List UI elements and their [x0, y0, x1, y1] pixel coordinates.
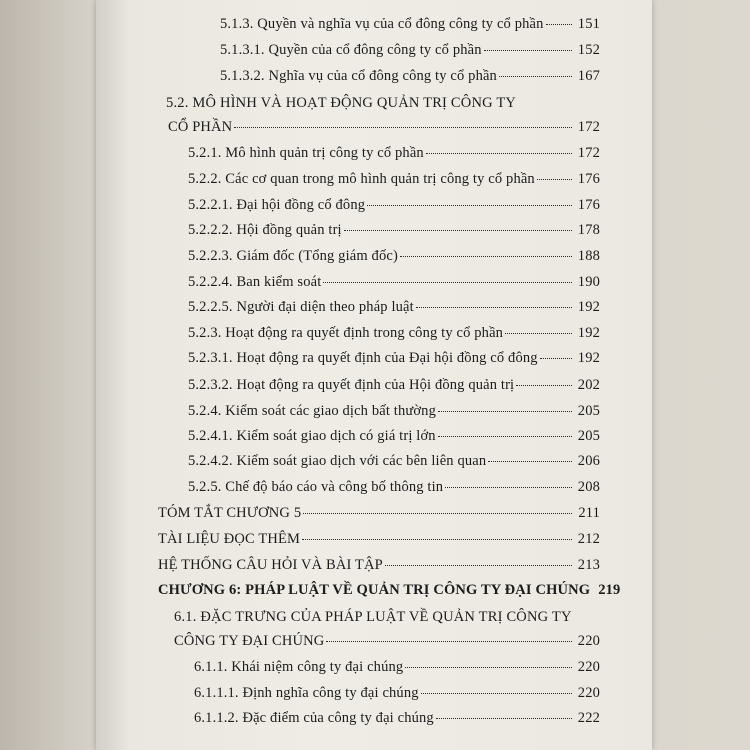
toc-entry-page: 190 — [577, 274, 600, 290]
dot-leader — [537, 179, 572, 180]
toc-entry-title: CHƯƠNG 6: PHÁP LUẬT VỀ QUẢN TRỊ CÔNG TY ĐẠI CHÚNG — [158, 582, 591, 598]
toc-entry-page: 212 — [577, 531, 600, 547]
dot-leader — [516, 385, 572, 386]
toc-entry-page: 192 — [577, 325, 600, 341]
book-page — [96, 0, 652, 750]
dot-leader — [546, 24, 572, 25]
toc-entry-page: 192 — [577, 299, 600, 315]
toc-entry-title: 5.2.1. Mô hình quản trị công ty cổ phần — [188, 145, 424, 161]
toc-entry-title: 5.1.3.1. Quyền của cổ đông công ty cổ phần — [220, 42, 482, 58]
toc-entry-title: 5.2.2.2. Hội đồng quản trị — [188, 222, 342, 238]
toc-entry — [220, 68, 600, 85]
toc-entry-title: 5.2.4.2. Kiểm soát giao dịch với các bên liên quan — [188, 453, 487, 469]
toc-entry-page: 188 — [577, 248, 600, 264]
toc-entry-page: 172 — [577, 119, 600, 135]
toc-entry-title: 5.2.5. Chế độ báo cáo và công bố thông tin — [188, 479, 444, 495]
toc-entry — [168, 119, 600, 136]
toc-entry-title: 6.1.1.1. Định nghĩa công ty đại chúng — [194, 685, 419, 701]
dot-leader — [323, 282, 571, 283]
dot-leader — [438, 436, 572, 437]
dot-leader — [488, 461, 572, 462]
toc-entry — [188, 403, 600, 420]
toc-entry — [188, 479, 600, 496]
toc-entry — [188, 350, 600, 367]
toc-entry-page: 220 — [577, 659, 600, 675]
toc-entry-title: CÔNG TY ĐẠI CHÚNG — [174, 633, 325, 649]
dot-leader — [421, 693, 572, 694]
toc-entry-title: 5.2.4.1. Kiểm soát giao dịch có giá trị lớn — [188, 428, 436, 444]
toc-entry — [158, 557, 600, 574]
toc-chapter-entry — [158, 582, 621, 599]
toc-entry — [188, 377, 600, 394]
toc-entry — [188, 222, 600, 239]
toc-entry-page: 178 — [577, 222, 600, 238]
toc-entry-page: 220 — [577, 685, 600, 701]
toc-entry-title: CỔ PHẦN — [168, 119, 233, 135]
toc-entry-title: 5.2.2.3. Giám đốc (Tổng giám đốc) — [188, 248, 398, 264]
toc-entry-page: 176 — [577, 197, 600, 213]
toc-entry — [188, 299, 600, 316]
toc-entry-title: 5.2.2. Các cơ quan trong mô hình quản trị công ty cổ phần — [188, 171, 535, 187]
toc-entry-title: 6.1.1. Khái niệm công ty đại chúng — [194, 659, 404, 675]
dot-leader — [445, 487, 572, 488]
toc-entry-title: 5.2.2.4. Ban kiểm soát — [188, 274, 322, 290]
dot-leader — [385, 565, 572, 566]
dot-leader — [499, 76, 572, 77]
toc-entry-page: 213 — [577, 557, 600, 573]
toc-section-heading: 5.2. MÔ HÌNH VÀ HOẠT ĐỘNG QUẢN TRỊ CÔNG TY — [166, 95, 517, 111]
toc-entry — [220, 42, 600, 59]
toc-entry-title: 5.2.3. Hoạt động ra quyết định trong công ty cổ phần — [188, 325, 504, 341]
toc-entry-page: 220 — [577, 633, 600, 649]
dot-leader — [484, 50, 572, 51]
toc-entry-page: 211 — [578, 505, 600, 521]
toc-entry — [188, 145, 600, 162]
dot-leader — [302, 539, 572, 540]
toc-entry-title: 5.2.4. Kiểm soát các giao dịch bất thường — [188, 403, 436, 419]
toc-entry-page: 222 — [577, 710, 600, 726]
toc-entry-title: 5.1.3.2. Nghĩa vụ của cổ đông công ty cổ phần — [220, 68, 497, 84]
dot-leader — [540, 358, 572, 359]
toc-entry — [188, 453, 600, 470]
toc-entry — [188, 428, 600, 445]
toc-entry — [194, 710, 600, 727]
toc-entry-page: 167 — [577, 68, 600, 84]
toc-entry-page: 192 — [577, 350, 600, 366]
toc-entry-page: 205 — [577, 428, 600, 444]
dot-leader — [400, 256, 572, 257]
toc-entry-title: 6.1.1.2. Đặc điểm của công ty đại chúng — [194, 710, 434, 726]
toc-entry — [188, 325, 600, 342]
toc-entry — [188, 274, 600, 291]
toc-entry-title: TÓM TẮT CHƯƠNG 5 — [158, 505, 302, 521]
toc-entry-page: 172 — [577, 145, 600, 161]
dot-leader — [426, 153, 572, 154]
toc-entry-page: 151 — [577, 16, 600, 32]
toc-entry-page: 208 — [577, 479, 600, 495]
dot-leader — [505, 333, 572, 334]
toc-entry-page: 152 — [577, 42, 600, 58]
dot-leader — [416, 307, 572, 308]
toc-entry — [158, 531, 600, 548]
toc-entry — [194, 685, 600, 702]
toc-entry-page: 202 — [577, 377, 600, 393]
toc-entry-page: 176 — [577, 171, 600, 187]
toc-entry-page: 206 — [577, 453, 600, 469]
toc-entry-title: 5.2.3.2. Hoạt động ra quyết định của Hội đồng quản trị — [188, 377, 515, 393]
toc-entry — [194, 659, 600, 676]
dot-leader — [326, 641, 571, 642]
dot-leader — [438, 411, 572, 412]
toc-entry — [220, 16, 600, 33]
toc-entry-title: HỆ THỐNG CÂU HỎI VÀ BÀI TẬP — [158, 557, 383, 573]
toc-entry — [188, 171, 600, 188]
dot-leader — [344, 230, 572, 231]
toc-entry — [188, 197, 600, 214]
toc-entry-title: 5.2.2.1. Đại hội đồng cổ đông — [188, 197, 366, 213]
toc-entry-title: 5.1.3. Quyền và nghĩa vụ của cổ đông công ty cổ phần — [220, 16, 544, 32]
dot-leader — [405, 667, 572, 668]
dot-leader — [234, 127, 572, 128]
toc-entry-page: 219 — [598, 582, 621, 598]
dot-leader — [367, 205, 572, 206]
toc-entry — [188, 248, 600, 265]
toc-entry — [174, 633, 600, 650]
toc-entry-title: 5.2.3.1. Hoạt động ra quyết định của Đại hội đồng cổ đông — [188, 350, 538, 366]
page-gutter-shadow — [96, 0, 130, 750]
toc-entry-title: 5.2.2.5. Người đại diện theo pháp luật — [188, 299, 414, 315]
toc-entry-title: TÀI LIỆU ĐỌC THÊM — [158, 531, 301, 547]
dot-leader — [436, 718, 572, 719]
toc-section-heading: 6.1. ĐẶC TRƯNG CỦA PHÁP LUẬT VỀ QUẢN TRỊ CÔNG TY — [174, 609, 572, 625]
toc-entry-page: 205 — [577, 403, 600, 419]
dot-leader — [303, 513, 572, 514]
toc-entry — [158, 505, 600, 522]
